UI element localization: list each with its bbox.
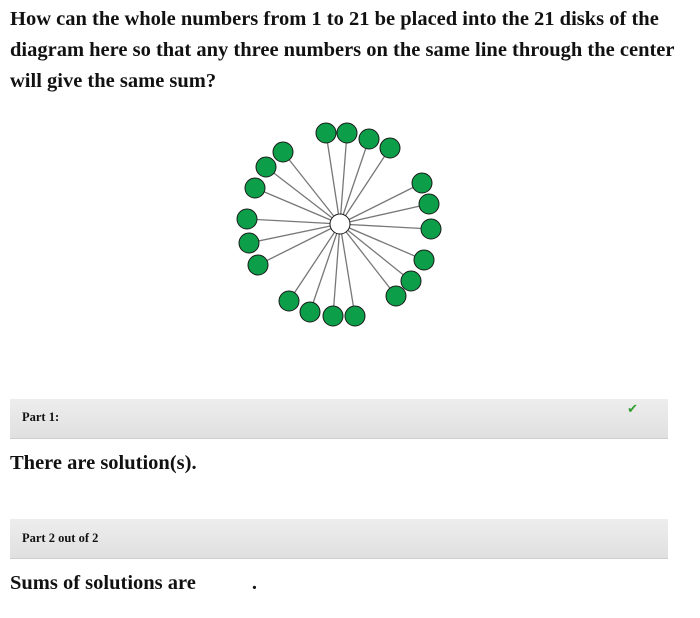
spoke-line <box>283 152 340 224</box>
disk-16 <box>239 233 259 253</box>
part-1-answer-prefix: There are <box>10 452 96 474</box>
disk-20 <box>273 142 293 162</box>
checkmark-icon: ✔ <box>627 401 638 416</box>
part-1-header <box>10 399 668 439</box>
spoke-line <box>340 224 355 316</box>
spoke-line <box>340 224 396 296</box>
part-1-answer <box>10 452 197 475</box>
spoke-line <box>340 224 424 260</box>
spoke-line <box>266 167 340 224</box>
disk-17 <box>237 209 257 229</box>
part-1-label: Part 1: <box>22 410 60 424</box>
spoke-line <box>333 224 340 316</box>
part-1-answer-suffix: solution(s). <box>100 452 197 474</box>
spoke-line <box>247 219 340 224</box>
part-2-header <box>10 519 668 559</box>
disk-11 <box>345 306 365 326</box>
disk-5 <box>412 173 432 193</box>
part-2-answer-suffix: . <box>251 572 257 594</box>
spoke-line <box>326 133 340 224</box>
disk-13 <box>300 302 320 322</box>
disk-14 <box>279 291 299 311</box>
disk-6 <box>419 194 439 214</box>
spoke-line <box>340 224 411 281</box>
part-2-label: Part 2 out of 2 <box>22 531 99 545</box>
disk-4 <box>380 138 400 158</box>
disk-18 <box>245 178 265 198</box>
disk-12 <box>323 306 343 326</box>
disk-8 <box>414 250 434 270</box>
disks <box>237 123 441 326</box>
part-2-answer-prefix: Sums of solutions are <box>10 572 196 594</box>
spoke-line <box>340 204 429 224</box>
spoke-line <box>249 224 340 243</box>
disk-1 <box>316 123 336 143</box>
disk-9 <box>401 271 421 291</box>
disk-10 <box>386 286 406 306</box>
question-text: How can the whole numbers from 1 to 21 be placed into the 21 disks of the diagram here so that any three numbers on the same line through the center will give the same sum? <box>10 8 675 92</box>
spoke-line <box>340 224 431 229</box>
disk-3 <box>359 129 379 149</box>
part-2-answer <box>10 572 257 595</box>
spoke-line <box>255 188 340 224</box>
disk-19 <box>256 157 276 177</box>
disk-2 <box>337 123 357 143</box>
disk-7 <box>421 219 441 239</box>
spoke-line <box>340 148 390 224</box>
spoke-line <box>340 133 347 224</box>
disk-15 <box>248 255 268 275</box>
center-disk <box>330 214 350 234</box>
spoke-line <box>289 224 340 301</box>
